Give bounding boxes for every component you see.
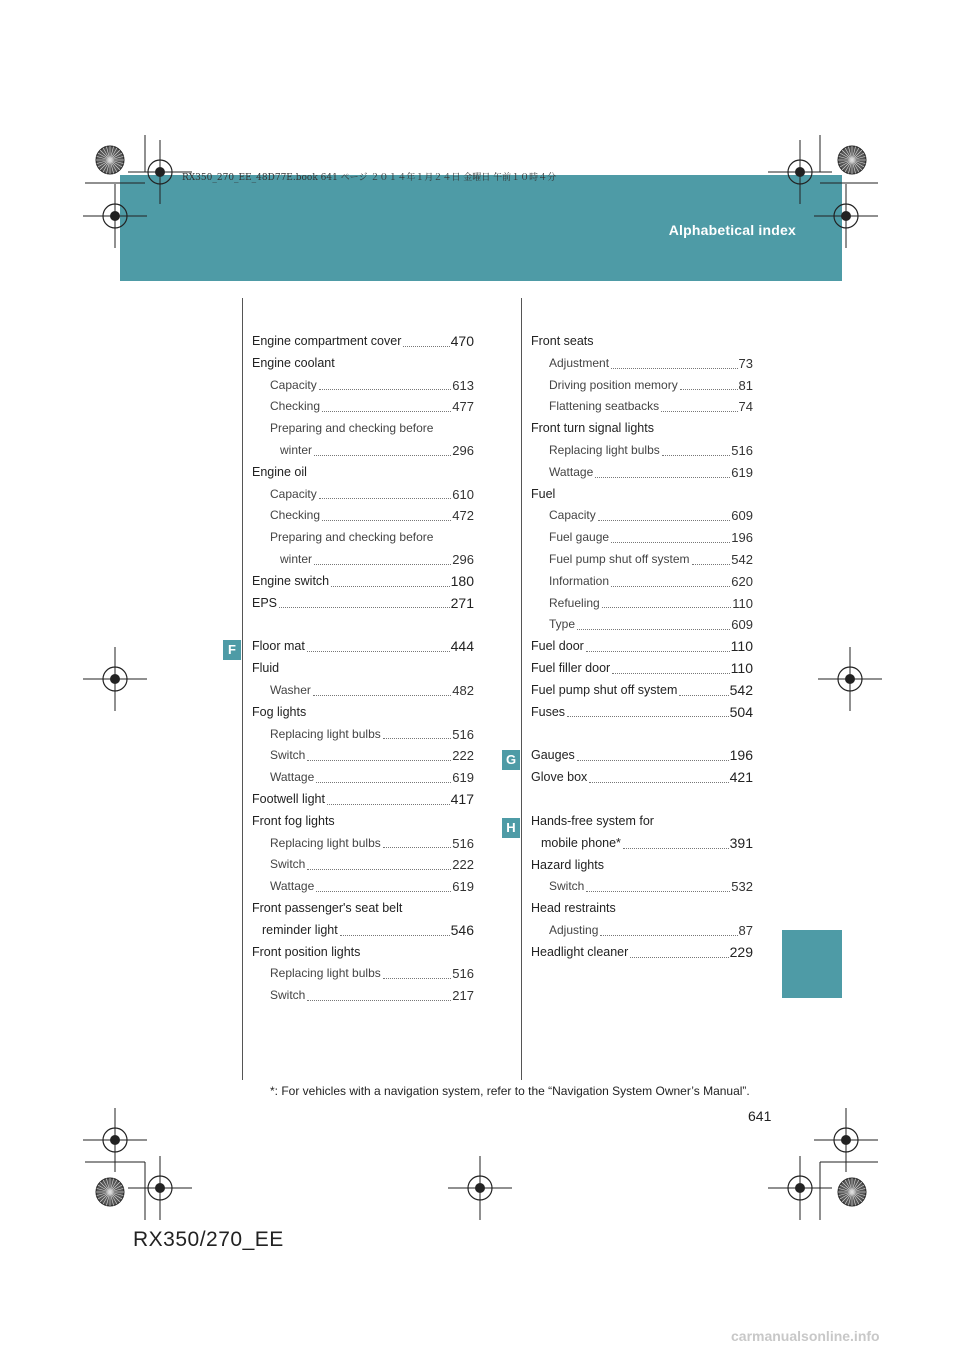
- index-entry-page: 222: [452, 857, 474, 873]
- index-entry[interactable]: [252, 702, 474, 724]
- index-entry-label: Fog lights: [252, 704, 307, 719]
- index-entry-label: winter: [280, 551, 313, 566]
- index-entry-label: Driving position memory: [549, 377, 678, 392]
- index-entry-label: Wattage: [270, 879, 315, 894]
- target-mark-left-lower: [83, 1108, 147, 1172]
- letter-tab-g: G: [502, 750, 520, 770]
- index-entry-label: Hazard lights: [531, 857, 604, 872]
- index-entry[interactable]: [252, 789, 474, 811]
- index-entry[interactable]: [252, 963, 474, 985]
- index-entry[interactable]: [531, 745, 753, 767]
- index-entry-page: 296: [452, 551, 474, 567]
- dot-leader: [319, 389, 452, 390]
- index-entry-page: 619: [731, 464, 753, 480]
- index-entry[interactable]: [252, 942, 474, 964]
- dot-leader: [307, 760, 451, 761]
- index-entry[interactable]: [531, 440, 753, 462]
- index-entry[interactable]: [252, 680, 474, 702]
- index-entry[interactable]: [252, 898, 474, 920]
- index-entry-page: 516: [731, 442, 753, 458]
- index-entry-label: Gauges: [531, 748, 575, 763]
- index-entry-label: Adjusting: [549, 922, 599, 937]
- index-entry-page: 180: [450, 572, 474, 589]
- dot-leader: [611, 586, 730, 587]
- index-entry-label: Capacity: [270, 486, 317, 501]
- dot-leader: [611, 542, 730, 543]
- index-entry-page: 620: [731, 573, 753, 589]
- dot-leader: [598, 520, 731, 521]
- index-entry[interactable]: [531, 898, 753, 920]
- index-entry-label: Front seats: [531, 334, 594, 348]
- index-entry[interactable]: [252, 484, 474, 506]
- target-mark-bottom-center: [448, 1156, 512, 1220]
- index-entry-label: Capacity: [270, 377, 317, 392]
- dot-leader: [600, 935, 737, 936]
- watermark: carmanualsonline.info: [731, 1328, 880, 1344]
- index-entry-page: 613: [452, 377, 474, 393]
- target-mark-right-lower: [814, 1108, 878, 1172]
- dot-leader: [680, 389, 738, 390]
- dot-leader: [661, 411, 737, 412]
- index-entry[interactable]: [252, 811, 474, 833]
- target-mark-left-middle: [83, 647, 147, 711]
- index-entry[interactable]: [252, 876, 474, 898]
- dot-leader: [692, 564, 731, 565]
- dot-leader: [586, 651, 730, 652]
- target-mark-bottom-right: [768, 1156, 832, 1220]
- index-entry-label: Fuel pump shut off system: [549, 551, 690, 566]
- index-entry-label: Refueling: [549, 595, 600, 610]
- index-entry-page: 504: [729, 703, 753, 720]
- index-entry-page: 81: [738, 377, 753, 393]
- index-entry-label: Checking: [270, 399, 321, 414]
- index-entry-label: Hands-free system for: [531, 813, 654, 828]
- index-entry[interactable]: [252, 375, 474, 397]
- index-entry-label: Fuel door: [531, 639, 584, 654]
- index-entry[interactable]: [252, 920, 474, 942]
- dot-leader: [383, 978, 452, 979]
- index-entry-label: Replacing light bulbs: [270, 966, 381, 981]
- index-entry-page: 74: [738, 399, 753, 415]
- index-entry-page: 110: [730, 638, 753, 655]
- index-entry[interactable]: [252, 505, 474, 527]
- dot-leader: [314, 564, 451, 565]
- index-entry-page: 444: [450, 638, 474, 655]
- index-entry[interactable]: [252, 549, 474, 571]
- dot-leader: [611, 368, 738, 369]
- dot-leader: [331, 586, 450, 587]
- section-title: Alphabetical index: [668, 222, 796, 238]
- index-entry[interactable]: [531, 855, 753, 877]
- dot-leader: [340, 935, 450, 936]
- index-entry[interactable]: [531, 375, 753, 397]
- index-entry[interactable]: [531, 593, 753, 615]
- sunburst-mark-bottom-left: [96, 1178, 124, 1206]
- dot-leader: [319, 498, 452, 499]
- index-entry[interactable]: [531, 353, 753, 375]
- index-entry[interactable]: [252, 593, 474, 615]
- dot-leader: [589, 782, 728, 783]
- index-entry[interactable]: [252, 658, 474, 680]
- index-entry[interactable]: [531, 527, 753, 549]
- index-entry[interactable]: [252, 724, 474, 746]
- dot-leader: [307, 651, 450, 652]
- index-entry-label: Washer: [270, 682, 311, 697]
- dot-leader: [679, 695, 728, 696]
- index-entry[interactable]: [531, 920, 753, 942]
- index-entry-page: 196: [731, 530, 753, 546]
- index-entry[interactable]: [252, 571, 474, 593]
- index-entry-page: 609: [731, 617, 753, 633]
- dot-leader: [314, 455, 451, 456]
- index-entry-label: Glove box: [531, 770, 588, 785]
- index-entry[interactable]: [252, 418, 474, 440]
- index-entry-label: winter: [280, 442, 313, 457]
- index-entry-label: Footwell light: [252, 791, 325, 806]
- index-entry[interactable]: [252, 985, 474, 1007]
- dot-leader: [307, 869, 451, 870]
- index-entry-label: Engine coolant: [252, 355, 335, 370]
- index-entry-label: Fluid: [252, 661, 280, 676]
- index-entry-page: 516: [452, 966, 474, 982]
- index-entry-page: 222: [452, 748, 474, 764]
- index-entry-page: 532: [731, 879, 753, 895]
- index-entry[interactable]: [531, 549, 753, 571]
- index-entry-label: Replacing light bulbs: [270, 835, 381, 850]
- index-entry-page: 417: [450, 790, 474, 807]
- index-entry-label: Preparing and checking before: [270, 421, 434, 436]
- index-entry[interactable]: [252, 854, 474, 876]
- index-column-left: [252, 331, 474, 1007]
- index-entry-label: Floor mat: [252, 639, 305, 654]
- letter-tab-f: F: [223, 640, 241, 660]
- index-entry[interactable]: [531, 942, 753, 964]
- index-entry-label: Fuel gauge: [549, 530, 610, 545]
- dot-leader: [316, 891, 451, 892]
- dot-leader: [383, 847, 452, 848]
- index-entry-label: Engine compartment cover: [252, 334, 402, 348]
- index-entry-page: 477: [452, 399, 474, 415]
- dot-leader: [383, 738, 452, 739]
- index-entry[interactable]: [252, 767, 474, 789]
- dot-leader: [279, 607, 450, 608]
- index-entry-page: 610: [452, 486, 474, 502]
- index-entry[interactable]: [531, 505, 753, 527]
- index-entry-page: 516: [452, 726, 474, 742]
- index-entry-label: Fuel: [531, 486, 556, 501]
- index-entry-page: 217: [452, 988, 474, 1004]
- index-entry-label: Flattening seatbacks: [549, 399, 660, 414]
- index-entry-page: 472: [452, 508, 474, 524]
- target-mark-right-middle: [818, 647, 882, 711]
- index-entry-label: Switch: [549, 879, 585, 894]
- dot-leader: [403, 346, 449, 347]
- dot-leader: [586, 891, 730, 892]
- index-entry-page: 391: [729, 834, 753, 851]
- dot-leader: [577, 629, 730, 630]
- index-entry-page: 421: [729, 769, 753, 786]
- index-entry-label: Fuses: [531, 704, 566, 719]
- index-entry-page: 482: [452, 682, 474, 698]
- dot-leader: [567, 716, 729, 717]
- index-entry-page: 110: [732, 595, 753, 611]
- index-entry-page: 271: [450, 594, 474, 611]
- index-entry-label: Fuel filler door: [531, 660, 611, 675]
- index-entry[interactable]: [252, 331, 474, 353]
- index-entry-label: Headlight cleaner: [531, 944, 629, 959]
- index-entry-page: 229: [729, 943, 753, 960]
- dot-leader: [316, 782, 451, 783]
- dot-leader: [313, 695, 451, 696]
- sunburst-mark-top-right: [838, 146, 866, 174]
- index-entry[interactable]: [531, 331, 753, 353]
- index-entry-page: 110: [730, 659, 753, 676]
- index-entry-page: 542: [729, 681, 753, 698]
- dot-leader: [322, 520, 451, 521]
- index-entry[interactable]: [252, 353, 474, 375]
- index-entry-label: reminder light: [262, 922, 338, 937]
- index-entry[interactable]: [252, 745, 474, 767]
- dot-leader: [630, 957, 728, 958]
- index-entry[interactable]: [252, 440, 474, 462]
- index-entry-label: Capacity: [549, 508, 596, 523]
- index-entry-label: Type: [549, 617, 576, 632]
- index-entry-page: 619: [452, 879, 474, 895]
- index-entry[interactable]: [252, 833, 474, 855]
- dot-leader: [623, 848, 729, 849]
- dot-leader: [662, 455, 731, 456]
- book-file-line: RX350_270_EE_48D77E.book 641 ページ ２０１４年１月２４日 金曜日 午前１０時４分: [182, 173, 557, 183]
- index-entry[interactable]: [531, 702, 753, 724]
- index-entry-label: mobile phone*: [541, 835, 621, 850]
- target-mark-bottom-left: [128, 1156, 192, 1220]
- letter-tab-h: H: [502, 818, 520, 838]
- section-gap: [531, 789, 753, 811]
- index-entry[interactable]: [531, 484, 753, 506]
- index-column-right: [531, 331, 753, 964]
- index-entry[interactable]: [531, 811, 753, 833]
- model-code: RX350/270_EE: [133, 1228, 284, 1251]
- dot-leader: [307, 1000, 451, 1001]
- index-entry-label: Information: [549, 573, 610, 588]
- index-entry-label: Switch: [270, 748, 306, 763]
- index-entry-label: Front fog lights: [252, 813, 335, 828]
- index-entry-label: Preparing and checking before: [270, 530, 434, 545]
- index-entry-label: Adjustment: [549, 355, 610, 370]
- index-entry-page: 516: [452, 835, 474, 851]
- dot-leader: [602, 607, 732, 608]
- section-gap: [531, 723, 753, 745]
- section-gap: [252, 614, 474, 636]
- index-entry[interactable]: [531, 418, 753, 440]
- index-entry[interactable]: [531, 396, 753, 418]
- index-entry-label: Switch: [270, 988, 306, 1003]
- index-entry-page: 296: [452, 442, 474, 458]
- index-entry[interactable]: [531, 614, 753, 636]
- index-entry-page: 73: [738, 355, 753, 371]
- center-column-rule: [521, 298, 522, 1080]
- dot-leader: [322, 411, 451, 412]
- dot-leader: [327, 804, 450, 805]
- index-entry[interactable]: [531, 636, 753, 658]
- index-entry[interactable]: [531, 833, 753, 855]
- index-entry[interactable]: [531, 658, 753, 680]
- index-entry-page: 470: [450, 333, 474, 349]
- index-entry[interactable]: [252, 396, 474, 418]
- index-entry-label: Front turn signal lights: [531, 421, 654, 436]
- index-entry-label: Replacing light bulbs: [270, 726, 381, 741]
- index-entry-label: Fuel pump shut off system: [531, 682, 678, 697]
- index-entry-label: Wattage: [270, 770, 315, 785]
- index-entry-label: Head restraints: [531, 901, 616, 916]
- index-entry-page: 619: [452, 770, 474, 786]
- index-entry-label: Engine switch: [252, 573, 330, 588]
- dot-leader: [595, 477, 730, 478]
- left-column-rule: [242, 298, 243, 1080]
- index-entry-label: Replacing light bulbs: [549, 442, 660, 457]
- index-entry-label: Switch: [270, 857, 306, 872]
- index-entry[interactable]: [252, 636, 474, 658]
- index-entry-label: Wattage: [549, 464, 594, 479]
- index-entry[interactable]: [252, 462, 474, 484]
- index-entry-page: 196: [729, 747, 753, 764]
- index-entry-page: 542: [731, 551, 753, 567]
- index-entry-page: 546: [450, 921, 474, 938]
- page-number: 641: [748, 1108, 772, 1124]
- dot-leader: [612, 673, 729, 674]
- dot-leader: [577, 760, 729, 761]
- index-entry[interactable]: [531, 680, 753, 702]
- index-entry-label: EPS: [252, 595, 278, 610]
- index-entry[interactable]: [531, 462, 753, 484]
- index-entry[interactable]: [252, 527, 474, 549]
- index-entry[interactable]: [531, 876, 753, 898]
- index-entry-label: Front passenger's seat belt: [252, 900, 403, 915]
- index-entry[interactable]: [531, 571, 753, 593]
- section-side-tab: [782, 930, 842, 998]
- index-entry-page: 609: [731, 508, 753, 524]
- index-entry[interactable]: [531, 767, 753, 789]
- index-entry-label: Front position lights: [252, 944, 361, 959]
- index-entry-page: 87: [738, 922, 753, 938]
- index-entry-label: Checking: [270, 508, 321, 523]
- index-entry-label: Engine oil: [252, 464, 307, 479]
- footnote: *: For vehicles with a navigation system, refer to the “Navigation System Owner’s Manual”.: [270, 1084, 750, 1098]
- sunburst-mark-top-left: [96, 146, 124, 174]
- sunburst-mark-bottom-right: [838, 1178, 866, 1206]
